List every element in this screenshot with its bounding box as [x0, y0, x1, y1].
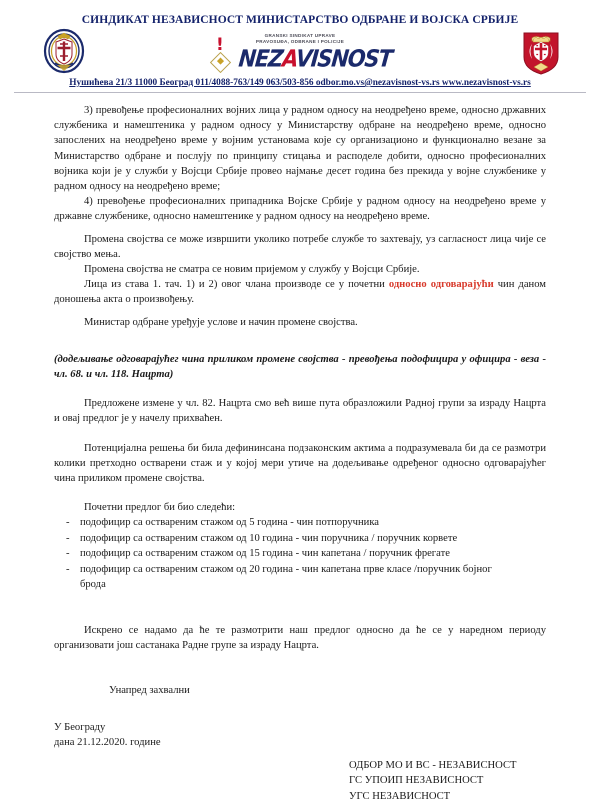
paragraph-initial-rank-pre: Лица из става 1. тач. 1) и 2) овог члана производе се у почетни	[84, 279, 389, 291]
spacer	[54, 751, 546, 758]
italic-note: (додељивање одговарајућег чина приликом промене својства - превођења подофицира у официра - веза - чл. 68. и чл. 118. Нацрта)	[54, 353, 546, 381]
place-line: У Београду	[54, 722, 106, 734]
union-wordmark-part1: NEZ	[237, 45, 284, 72]
date-line: дана 21.12.2020. године	[54, 737, 161, 749]
list-item-label: подофицир са оствареним стажом од 15 година - чин капетана / поручник фрегате	[80, 548, 450, 560]
paragraph-change-conditions: Промена својства се може извршити уколико потребе службе то захтевају, уз сагласност лица чије се својство мења.	[54, 233, 546, 260]
list-item-label: подофицир са оствареним стажом од 5 година - чин потпоручника	[80, 517, 380, 529]
union-logo-subtitle-line2: PRAVOSUĐA, ODBRANE I POLICIJE	[255, 39, 345, 44]
list-item	[54, 546, 546, 561]
emblem-row	[0, 28, 600, 76]
spacer	[54, 225, 546, 232]
diamond-icon	[210, 52, 231, 73]
thanks-line: Унапред захвални	[109, 684, 190, 696]
list-item	[54, 515, 546, 530]
signature-line-3: УГС НЕЗАВИСНОСТ	[349, 790, 451, 802]
signature-line-2: ГС УПОИП НЕЗАВИСНОСТ	[349, 775, 484, 787]
signature-block	[349, 758, 546, 804]
document-body	[0, 93, 600, 804]
nezavisnost-union-logo	[200, 30, 400, 74]
list-item	[54, 562, 546, 593]
bullet-dash-icon: -	[66, 548, 70, 560]
spacer	[54, 593, 546, 623]
union-wordmark-part2: A	[281, 45, 298, 72]
paragraph-potential-solutions: Потенцијална решења би била дефининсана подзаконским актима а подразумевала би да се размотри колики претходно остварени стаж и у којој мери утиче на додељивање одређеног односно одговарајућег чина приликом промене својства.	[54, 442, 546, 485]
bullet-dash-icon: -	[66, 517, 70, 529]
spacer	[54, 653, 546, 683]
list-item-label: подофицир са оствареним стажом од 10 година - чин поручника / поручник корвете	[80, 532, 458, 544]
union-logo-subtitle-line1: GRANSKI SINDIKAT UPRAVE	[264, 33, 336, 38]
list-item-label-wrap	[80, 562, 546, 593]
spacer	[54, 427, 546, 441]
serbian-coat-of-arms-icon	[520, 29, 562, 75]
spacer	[54, 698, 546, 720]
union-wordmark-part3: VISNOST	[294, 45, 393, 72]
paragraph-proposed-amendments: Предложене измене у чл. 82. Нацрта смо већ више пута образложили Радној групи за израду Нацрта и овај предлог је у начелу прихваћен.	[54, 398, 546, 425]
bullet-dash-icon: -	[66, 532, 70, 544]
paragraph-item-3: 3) превођење професионалних војних лица у радном односу на неодређено време, односно државних службеника и намештеника у радном односу у Министарству одбране на неодређено време, односно запослених на неодређено време у војним установама које су организационо и функционално везане за Министарство одбране и послују по принципу стицања и расподеле добити, односно професионалних војника који је у служби у Војсци Србије провео најмање десет година без прекида у војне службенике у радном односу на неодређено време;	[54, 105, 546, 193]
list-item-label: подофицир са оствареним стажом од 20 година - чин капетана прве класе /поручник бојног	[80, 563, 492, 575]
letterhead	[0, 0, 600, 93]
union-logo-subtitle	[226, 33, 374, 45]
paragraph-closing-hope: Искрено се надамо да ће те размотрити наш предлог односно да ће се у наредном периоду организовати још састанака Радне групе за израду Нацрта.	[54, 624, 546, 651]
highlighted-phrase: односно одговарајући	[388, 279, 494, 291]
rank-proposal-list	[54, 515, 546, 592]
list-item-label-continued: брода	[80, 579, 106, 591]
ministry-of-defence-emblem-icon	[42, 28, 86, 74]
paragraph-initial-rank	[54, 277, 546, 307]
contact-line: Нушићева 21/3 11000 Београд 011/4088-763/149 063/503-856 odbor.mo.vs@nezavisnost-vs.rs www.nezavisnost-vs.rs	[69, 78, 531, 88]
header-divider	[14, 92, 586, 93]
union-wordmark	[237, 45, 392, 72]
bullet-dash-icon: -	[66, 563, 70, 575]
spacer	[54, 486, 546, 500]
list-item	[54, 531, 546, 546]
list-intro: Почетни предлог би био следећи:	[84, 502, 236, 514]
paragraph-initial-rank-post: чин даном доношења акта о произвођењу.	[54, 279, 546, 306]
signature-line-1: ОДБОР МО И ВС - НЕЗАВИСНОСТ	[349, 759, 517, 771]
paragraph-item-4: 4) превођење професионалних припадника Војске Србије у радном односу на неодређено време у државне службенике, односно намештенике у радном односу на неодређено време.	[54, 196, 546, 223]
spacer	[54, 382, 546, 396]
spacer	[54, 308, 546, 315]
exclamation-icon: !	[216, 35, 224, 55]
spacer	[54, 330, 546, 352]
organization-title: СИНДИКАТ НЕЗАВИСНОСТ МИНИСТАРСТВО ОДБРАНЕ И ВОЈСКА СРБИЈЕ	[81, 14, 519, 26]
paragraph-minister-regulates: Министар одбране уређује услове и начин промене својства.	[84, 316, 358, 328]
paragraph-change-not-new-admission: Промена својства не сматра се новим пријемом у службу у Војсци Србије.	[84, 264, 420, 276]
